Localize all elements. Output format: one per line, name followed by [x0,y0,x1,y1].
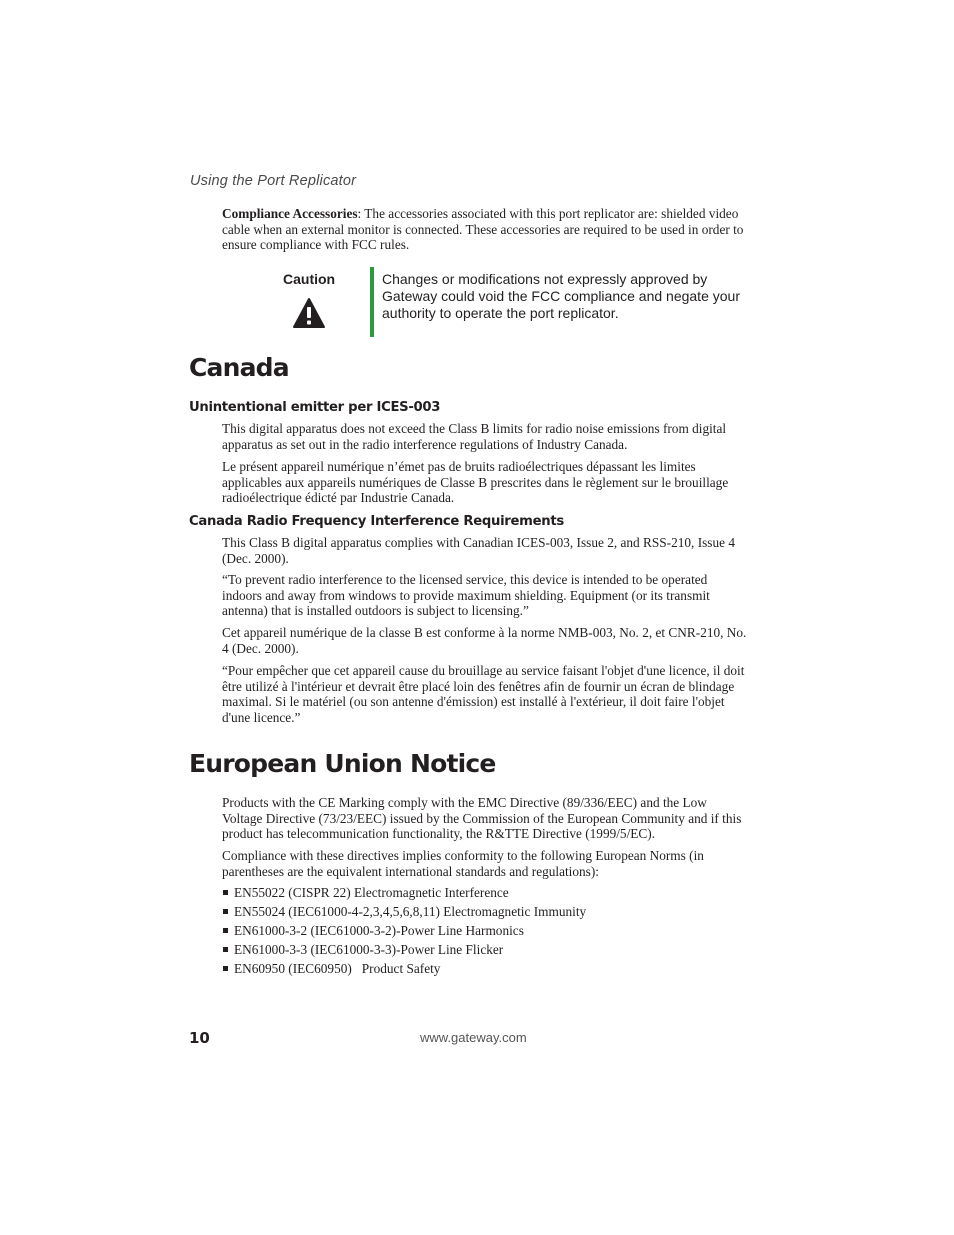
ices-paragraph-en: This digital apparatus does not exceed the Class B limits for radio noise emissions from digital apparatus as set out in the radio interference regulations of Industry Canada. [222,421,727,452]
eu-paragraph-1: Products with the CE Marking comply with the EMC Directive (89/336/EEC) and the Low Voltage Directive (73/23/EEC) issued by the Commission of the European Community and if this product has telecommunication functionality, the R&TTE Directive (1999/5/EC). [222,795,742,842]
norm-text: EN61000-3-2 (IEC61000-3-2)-Power Line Harmonics [234,923,524,938]
footer-url-link[interactable]: www.gateway.com [420,1030,527,1045]
rf-paragraph-3: Cet appareil numérique de la classe B est conforme à la norme NMB-003, No. 2, et CNR-210, No. 4 (Dec. 2000). [222,625,747,656]
norm-text: EN60950 (IEC60950) Product Safety [234,961,441,976]
ices-heading: Unintentional emitter per ICES-003 [189,400,441,415]
compliance-text: : The accessories associated with this port replicator are: shielded video cable when an external monitor is connected. These accessories are required to be used in order to ensure compliance with FCC rules. [222,206,744,253]
compliance-term: Compliance Accessories [222,206,358,221]
bullet-square-icon [223,890,228,895]
caution-accent-bar [370,267,374,337]
rf-heading: Canada Radio Frequency Interference Requirements [189,514,564,529]
list-item [222,904,747,923]
bullet-square-icon [223,909,228,914]
rf-paragraph-4: “Pour empêcher que cet appareil cause du brouillage au service faisant l'objet d'une licence, il doit être utilizé à l'intérieur et devrait être placé loin des fenêtres afin de fournir un écran de blindage maximal. Si le matériel (ou son antenne d'émission) est installé à l'extérieur, il doit faire l'objet d'une licence.” [222,663,745,725]
ices-paragraph-fr: Le présent appareil numérique n’émet pas de bruits radioélectriques dépassant les limites applicables aux appareils numériques de Classe B prescrites dans le règlement sur le brouillage radioélectrique édicté par Industrie Canada. [222,459,729,506]
list-item [222,961,747,980]
running-head: Using the Port Replicator [190,173,357,189]
bullet-square-icon [223,966,228,971]
list-item [222,885,747,904]
bullet-square-icon [223,947,228,952]
norm-text: EN61000-3-3 (IEC61000-3-3)-Power Line Flicker [234,942,504,957]
list-item [222,942,747,961]
norm-text: EN55024 (IEC61000-4-2,3,4,5,6,8,11) Electromagnetic Immunity [234,904,587,919]
rf-paragraph-2: “To prevent radio interference to the licensed service, this device is intended to be operated indoors and away from windows to provide maximum shielding. Equipment (or its transmit antenna) that is installed outdoors is subject to licensing.” [222,572,710,619]
compliance-accessories-paragraph [222,206,747,253]
eu-notice-heading: European Union Notice [189,749,496,778]
eu-paragraph-2: Compliance with these directives implies conformity to the following European Norms (in parentheses are the equivalent international standards and regulations): [222,848,704,879]
norm-text: EN55022 (CISPR 22) Electromagnetic Interference [234,885,509,900]
rf-paragraph-1: This Class B digital apparatus complies with Canadian ICES-003, Issue 2, and RSS-210, Issue 4 (Dec. 2000). [222,535,735,566]
warning-triangle-icon [292,297,326,329]
canada-heading: Canada [189,353,289,382]
caution-label: Caution [283,271,336,287]
page-number: 10 [189,1029,210,1047]
bullet-square-icon [223,928,228,933]
list-item [222,923,747,942]
caution-text: Changes or modifications not expressly approved by Gateway could void the FCC compliance and negate your authority to operate the port replicator. [382,271,740,321]
european-norms-list [222,885,747,980]
